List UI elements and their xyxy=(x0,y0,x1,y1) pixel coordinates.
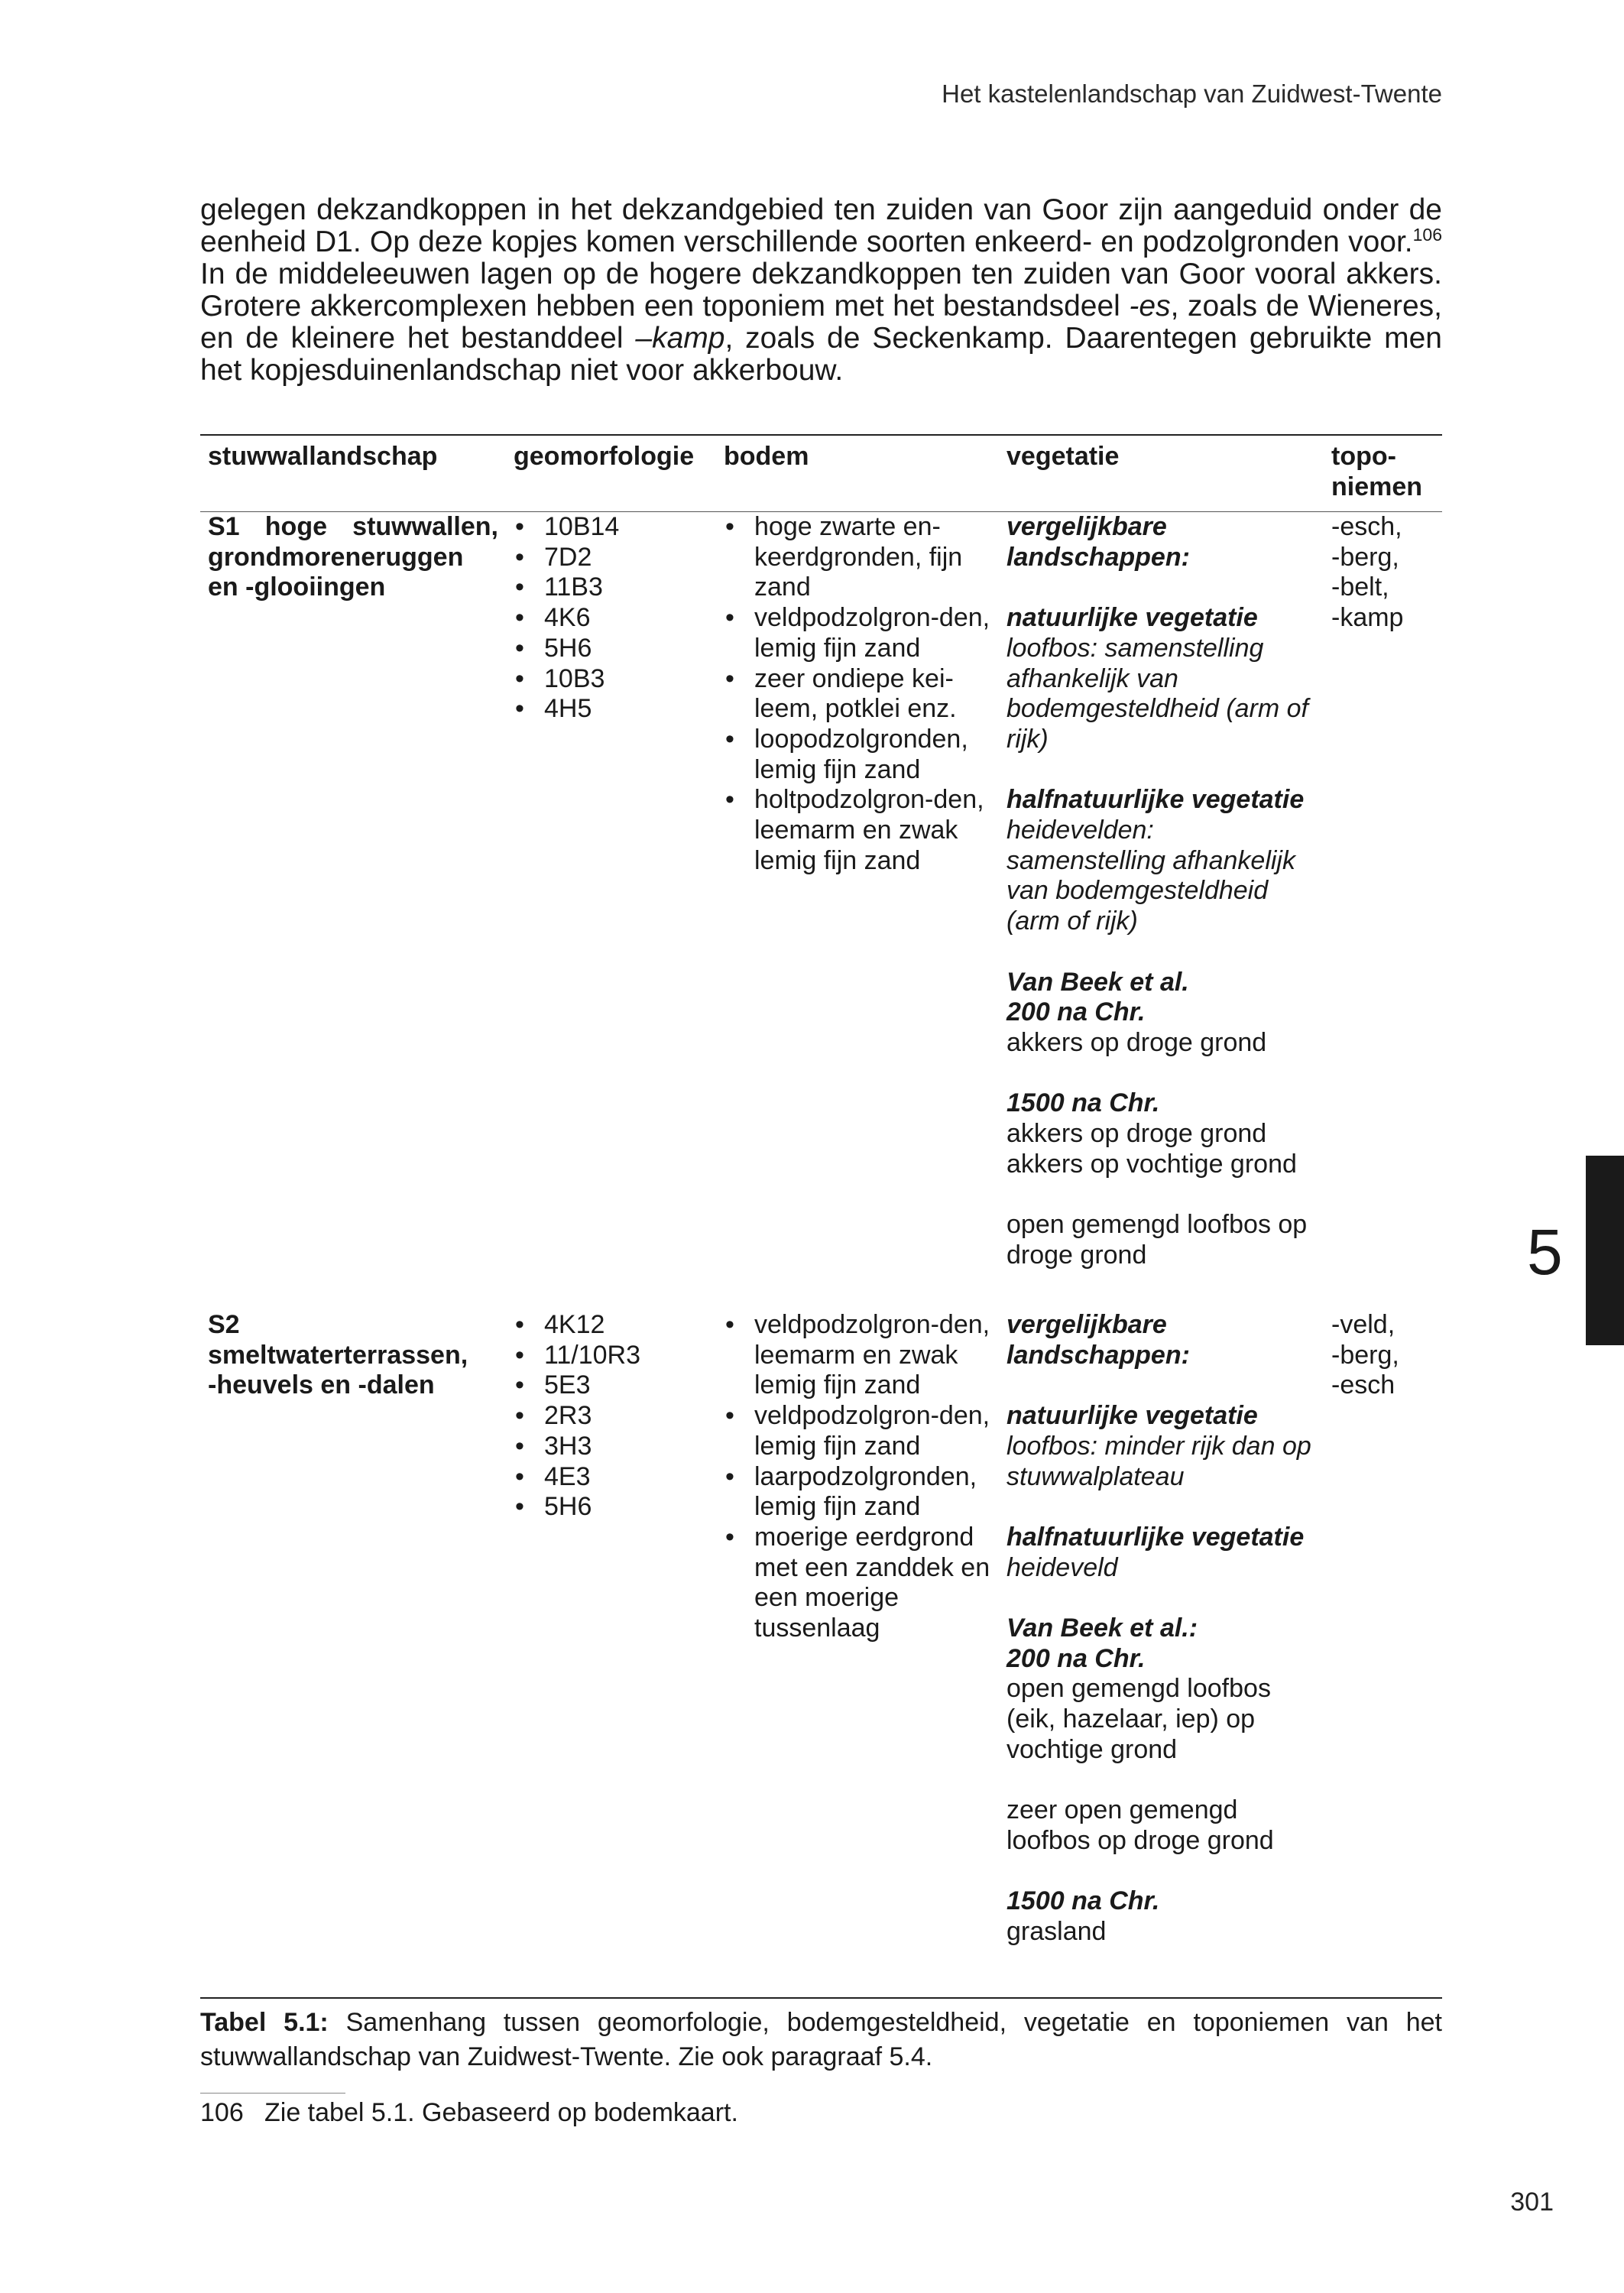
veg-comparable: vergelijkbare landschappen: xyxy=(1006,512,1190,572)
veg-period: 1500 na Chr. xyxy=(1006,1088,1160,1118)
veg-period-text: zeer open gemengd loofbos op droge grond xyxy=(1006,1795,1274,1855)
landscape-name: S1 hoge stuwwallen, grondmoreneruggen en -glooiingen xyxy=(208,512,498,602)
chapter-number: 5 xyxy=(1527,1216,1563,1288)
toponyms-cell xyxy=(1324,1310,1442,1982)
veg-period: 200 na Chr. xyxy=(1006,1643,1146,1673)
geo-code: • 5H6 xyxy=(514,634,708,664)
table-caption: Tabel 5.1: Samenhang tussen geomorfologie, bodemgesteldheid, vegetatie en toponiemen van het stuwwallandschap van Zuidwest-Twente. Zie ook paragraaf 5.4. xyxy=(200,2008,1442,2071)
geo-code: • 4K12 xyxy=(514,1310,708,1341)
table-row xyxy=(200,512,1442,1310)
veg-period-text: akkers op droge grond xyxy=(1006,1027,1267,1057)
veg-period-text: grasland xyxy=(1006,1916,1107,1946)
col-header-soil: bodem xyxy=(724,442,809,471)
soil-item: • zeer ondiepe kei-leem, potklei enz. xyxy=(724,664,991,725)
geo-code: • 5H6 xyxy=(514,1492,708,1523)
geo-code: • 4H5 xyxy=(514,694,708,725)
footnote-text: Zie tabel 5.1. Gebaseerd op bodemkaart. xyxy=(264,2098,738,2127)
table-bottom-rule xyxy=(200,1997,1442,1999)
geo-code: • 7D2 xyxy=(514,543,708,573)
geo-code: • 5E3 xyxy=(514,1370,708,1401)
veg-seminatural-text: heideveld xyxy=(1006,1552,1118,1582)
veg-vanbeek-heading: Van Beek et al.: xyxy=(1006,1613,1198,1643)
veg-natural-text: loofbos: minder rijk dan op stuwwalplateau xyxy=(1006,1431,1311,1491)
veg-seminatural-heading: halfnatuurlijke vegetatie xyxy=(1006,1522,1305,1552)
soil-cell xyxy=(716,1310,999,1982)
toponym: -berg, xyxy=(1331,542,1399,572)
toponym: -berg, xyxy=(1331,1340,1399,1370)
veg-period-text: akkers op droge grond xyxy=(1006,1119,1267,1148)
footnote xyxy=(200,2096,738,2129)
veg-period: 1500 na Chr. xyxy=(1006,1886,1160,1916)
geo-code: • 11B3 xyxy=(514,572,708,603)
geo-code: • 4E3 xyxy=(514,1462,708,1493)
chapter-tab xyxy=(1586,1156,1624,1345)
col-header-toponyms: topo- niemen xyxy=(1331,442,1423,501)
table-row xyxy=(200,1310,1442,1982)
soil-item: • loopodzolgronden, lemig fijn zand xyxy=(724,725,991,785)
toponym: -belt, xyxy=(1331,572,1389,602)
geo-cell xyxy=(506,512,716,1310)
soil-item: • veldpodzolgron-den, lemig fijn zand xyxy=(724,1401,991,1461)
soil-item: • holtpodzolgron-den, leemarm en zwak lemig fijn zand xyxy=(724,785,991,876)
soil-cell xyxy=(716,512,999,1310)
veg-period: 200 na Chr. xyxy=(1006,997,1146,1027)
geo-code: • 10B3 xyxy=(514,664,708,695)
footnote-divider xyxy=(200,2093,345,2094)
soil-item: • hoge zwarte en-keerdgronden, fijn zand xyxy=(724,512,991,603)
page-number: 301 xyxy=(1510,2188,1554,2217)
intro-paragraph: gelegen dekzandkoppen in het dekzandgebied ten zuiden van Goor zijn aangeduid onder de eenheid D1. Op deze kopjes komen verschillende soorten enkeerd- en podzolgronden voor.$^{106}$ In de middeleeuwen lagen op de hogere dekzandkoppen ten zuiden van Goor vooral akkers. Grotere akkercomplexen hebben een toponiem met het bestandsdeel -es, zoals de Wieneres, en de kleinere het bestanddeel –kamp, zoals de Seckenkamp. Daarentegen gebruikte men het kopjesduinenlandschap niet voor akkerbouw. xyxy=(200,193,1443,387)
footnote-number: 106 xyxy=(200,2098,244,2127)
caption-label: Tabel 5.1: xyxy=(200,2008,329,2037)
geo-code: • 10B14 xyxy=(514,512,708,543)
soil-item: • moerige eerdgrond met een zanddek en een moerige tussenlaag xyxy=(724,1523,991,1644)
col-header-landscape: stuwwallandschap xyxy=(208,442,438,471)
col-header-geomorphology: geomorfologie xyxy=(514,442,695,471)
table-header-row xyxy=(200,442,1442,512)
vegetation-cell xyxy=(999,512,1324,1310)
geo-code: • 4K6 xyxy=(514,603,708,634)
veg-vanbeek-heading: Van Beek et al. xyxy=(1006,967,1189,997)
veg-comparable: vergelijkbare landschappen: xyxy=(1006,1310,1190,1370)
geo-code: • 2R3 xyxy=(514,1401,708,1432)
footnote-reference[interactable]: 106 xyxy=(1412,225,1442,245)
veg-natural-heading: natuurlijke vegetatie xyxy=(1006,603,1258,633)
soil-item: • veldpodzolgron-den, lemig fijn zand xyxy=(724,603,991,663)
toponym: -esch, xyxy=(1331,512,1402,541)
toponyms-cell xyxy=(1324,512,1442,1310)
landscape-name: S2 smeltwaterterrassen, -heuvels en -dalen xyxy=(208,1310,468,1400)
col-header-vegetation: vegetatie xyxy=(1006,442,1120,471)
veg-natural-heading: natuurlijke vegetatie xyxy=(1006,1401,1258,1431)
soil-item: • laarpodzolgronden, lemig fijn zand xyxy=(724,1462,991,1523)
geo-cell xyxy=(506,1310,716,1982)
table-top-rule xyxy=(200,434,1442,436)
toponym: -esch xyxy=(1331,1370,1395,1400)
landscape-table xyxy=(200,442,1442,1982)
veg-seminatural-heading: halfnatuurlijke vegetatie xyxy=(1006,785,1305,815)
veg-seminatural-text: heidevelden: samenstelling afhankelijk van bodemgesteldheid (arm of rijk) xyxy=(1006,816,1295,936)
veg-period-text: open gemengd loofbos op droge grond xyxy=(1006,1210,1308,1270)
toponym: -kamp xyxy=(1331,603,1404,633)
running-header: Het kastelenlandschap van Zuidwest-Twente xyxy=(942,79,1442,108)
geo-code: • 11/10R3 xyxy=(514,1341,708,1371)
vegetation-cell xyxy=(999,1310,1324,1982)
toponym: -veld, xyxy=(1331,1310,1395,1339)
geo-code: • 3H3 xyxy=(514,1432,708,1462)
soil-item: • veldpodzolgron-den, leemarm en zwak lemig fijn zand xyxy=(724,1310,991,1401)
veg-natural-text: loofbos: samenstelling afhankelijk van bodemgesteldheid (arm of rijk) xyxy=(1006,633,1309,754)
veg-period-text: open gemengd loofbos (eik, hazelaar, iep) op vochtige grond xyxy=(1006,1674,1271,1764)
veg-period-text: akkers op vochtige grond xyxy=(1006,1149,1297,1179)
